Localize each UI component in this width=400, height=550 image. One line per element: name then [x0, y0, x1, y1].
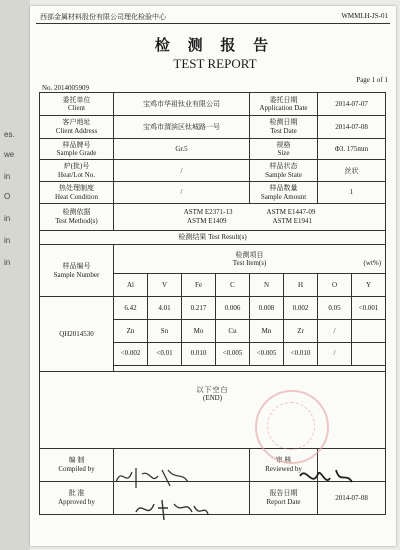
page-indicator: Page 1 of 1: [356, 76, 388, 84]
heat-cond-value: /: [114, 182, 250, 204]
heat-cond-label-en: Heat Condition: [55, 192, 98, 201]
heat-value: /: [114, 160, 250, 182]
value-cell: <0.005: [250, 342, 284, 365]
row-results-heading: [40, 230, 386, 245]
reviewed-label-zh: 审 核: [275, 456, 292, 465]
row-values-1: [40, 297, 386, 320]
size-label-en: Size: [277, 148, 290, 157]
size-label-zh: 规格: [276, 140, 291, 149]
amount-value: 1: [318, 182, 386, 204]
element-cell: N: [250, 274, 284, 297]
approved-signature: [132, 494, 212, 524]
report-date-value: 2014-07-08: [318, 481, 386, 514]
header-rule: [36, 23, 390, 24]
element-cell: Fe: [182, 274, 216, 297]
element-cell: Zr: [284, 319, 318, 342]
method-4: ASTM E1941: [272, 216, 312, 225]
state-label-en: Sample State: [265, 170, 302, 179]
address-label-en: Client Address: [55, 126, 98, 135]
value-cell: <0.001: [352, 297, 386, 320]
value-cell: 0.010: [182, 342, 216, 365]
row-blank-end: [40, 371, 386, 448]
row-sample-grade: [40, 138, 386, 160]
compiled-label-zh: 编 制: [68, 456, 85, 465]
title-chinese: 检 测 报 告: [154, 38, 276, 54]
element-cell: Zn: [114, 319, 148, 342]
row-heat-condition: [40, 182, 386, 204]
method-2: ASTM E1447-09: [266, 208, 316, 217]
element-cell: /: [318, 319, 352, 342]
method-label-zh: 检测依据: [62, 208, 91, 217]
unit-label: (wt%): [363, 259, 382, 268]
client-label-zh: 委托单位: [62, 95, 91, 104]
form-code: WMMLH-JS-01: [341, 12, 388, 20]
address-label-zh: 客户地址: [62, 118, 91, 127]
method-label-en: Test Method(s): [55, 216, 98, 225]
element-cell: Mo: [182, 319, 216, 342]
reviewed-label-en: Reviewed by: [265, 464, 302, 473]
official-seal: [255, 390, 329, 464]
state-label-zh: 样品状态: [269, 162, 298, 171]
element-cell: Cu: [216, 319, 250, 342]
items-label-en: Test Item(s): [232, 259, 267, 268]
application-date-label-zh: 委托日期: [269, 95, 298, 104]
results-heading: 检测结果 Test Result(s): [40, 230, 386, 245]
org-name: 西部金属材料股份有限公司理化检验中心: [40, 13, 166, 21]
element-cell: O: [318, 274, 352, 297]
grade-label-zh: 样品牌号: [62, 140, 91, 149]
compiled-signature: [112, 462, 202, 492]
method-1: ASTM E2371-13: [183, 208, 233, 217]
amount-label-zh: 样品数量: [269, 184, 298, 193]
element-cell: C: [216, 274, 250, 297]
report-number: No. 2014005909: [42, 84, 90, 92]
heat-label-en: Heat/Lot No.: [58, 170, 95, 179]
approved-label-en: Approved by: [58, 497, 95, 506]
row-test-method: [40, 203, 386, 230]
heat-cond-label-zh: 热处理制度: [59, 184, 94, 193]
test-date-value: 2014-07-08: [318, 115, 386, 138]
sample-number-label-zh: 样品编号: [62, 262, 91, 271]
row-results-header: [40, 245, 386, 274]
client-label-en: Client: [67, 103, 86, 112]
element-cell: Sn: [148, 319, 182, 342]
test-date-label-zh: 检测日期: [269, 118, 298, 127]
approved-label-zh: 批 准: [68, 489, 85, 498]
sample-id: QH2014530: [40, 297, 114, 372]
report-date-label-en: Report Date: [266, 497, 301, 506]
value-cell: 6.42: [114, 297, 148, 320]
element-cell: H: [284, 274, 318, 297]
element-cell: Mn: [250, 319, 284, 342]
end-note: (END): [202, 394, 223, 403]
grade-label-en: Sample Grade: [56, 148, 97, 157]
element-cell: Y: [352, 274, 386, 297]
row-client: [40, 93, 386, 116]
value-cell: 0.05: [318, 297, 352, 320]
title-english: TEST REPORT: [173, 56, 257, 71]
value-cell: <0.010: [284, 342, 318, 365]
value-cell: <0.005: [216, 342, 250, 365]
row-heat: [40, 160, 386, 182]
sample-number-label-en: Sample Number: [53, 270, 100, 279]
application-date-value: 2014-07-07: [318, 93, 386, 116]
compiled-label-en: Compiled by: [58, 464, 95, 473]
items-label-zh: 检测项目: [235, 250, 264, 259]
address-value: 宝鸡市渭滨区钛城路一号: [114, 115, 250, 138]
row-client-address: [40, 115, 386, 138]
grade-value: Gr.5: [114, 138, 250, 160]
value-cell: 0.008: [250, 297, 284, 320]
amount-label-en: Sample Amount: [260, 192, 307, 201]
value-cell: 4.01: [148, 297, 182, 320]
blank-note: 以下空白: [196, 385, 229, 394]
value-cell: <0.01: [148, 342, 182, 365]
element-cell: V: [148, 274, 182, 297]
element-cell: Al: [114, 274, 148, 297]
value-cell: 0.006: [216, 297, 250, 320]
report-date-label-zh: 报告日期: [269, 489, 298, 498]
value-cell: 0.002: [284, 297, 318, 320]
element-cell: [352, 319, 386, 342]
background-page-edge: es. we in O in in in: [0, 0, 30, 550]
application-date-label-en: Application Date: [259, 103, 308, 112]
value-cell: [352, 342, 386, 365]
reviewed-signature: [296, 462, 356, 492]
client-value: 宝鸡市华祖钛业有限公司: [114, 93, 250, 116]
state-value: 丝状: [318, 160, 386, 182]
value-cell: /: [318, 342, 352, 365]
heat-label-zh: 炉(批)号: [63, 162, 90, 171]
size-value: Φ3. 175mm: [318, 138, 386, 160]
value-cell: <0.002: [114, 342, 148, 365]
report-table: [39, 92, 386, 515]
value-cell: 0.217: [182, 297, 216, 320]
test-date-label-en: Test Date: [270, 126, 297, 135]
method-3: ASTM E1409: [187, 216, 227, 225]
